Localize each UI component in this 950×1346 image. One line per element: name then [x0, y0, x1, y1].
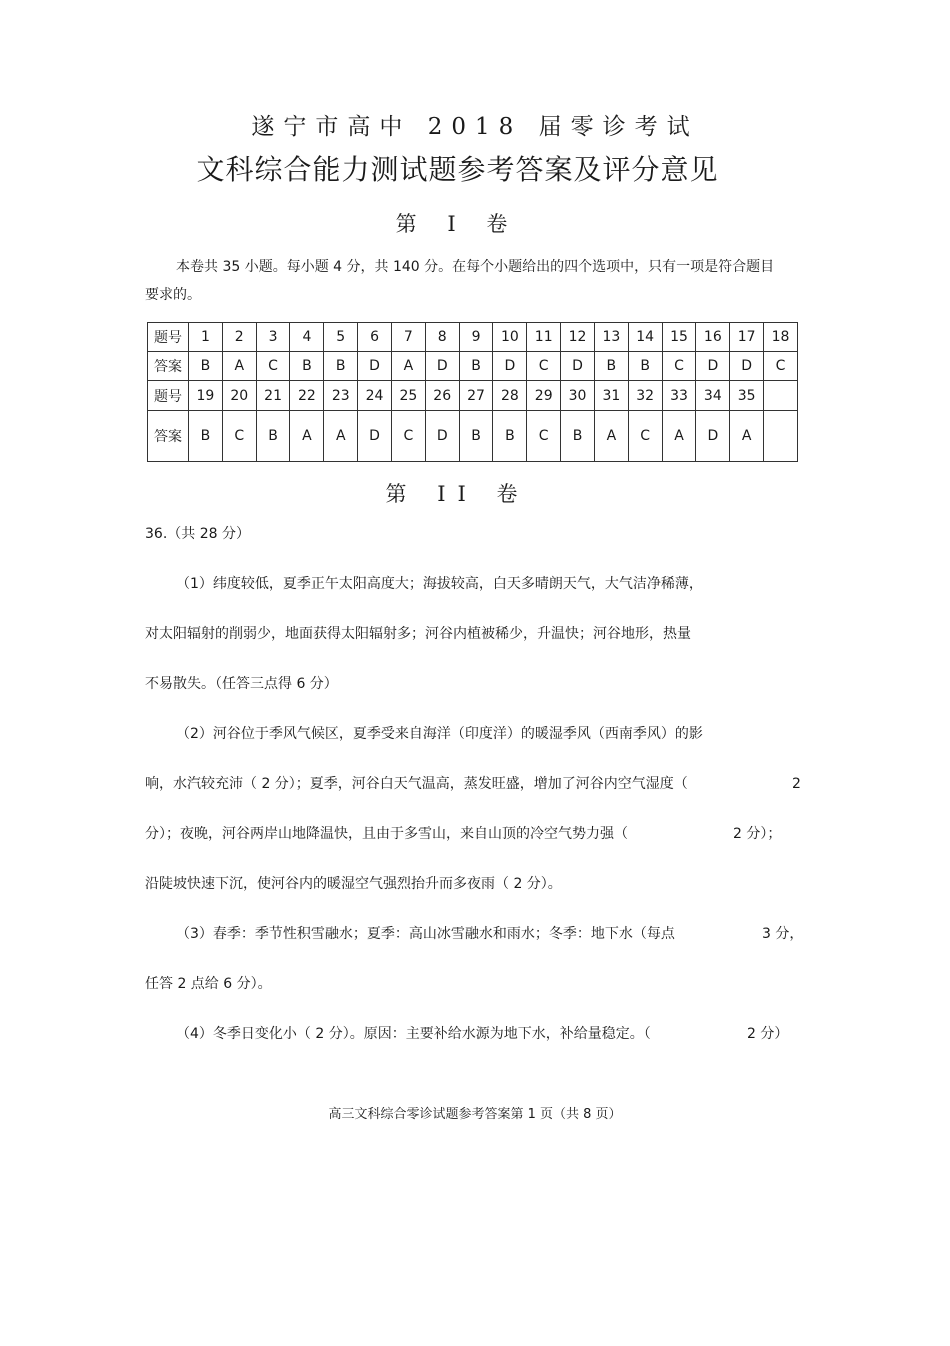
question-number-cell: 5 [324, 323, 358, 352]
answer-cell: B [189, 352, 223, 381]
answer-cell: C [222, 410, 256, 461]
question-number-cell: 3 [256, 323, 290, 352]
q36-3-line2: 任答 2 点给 6 分）。 [145, 976, 272, 992]
part1-intro-line1: 本卷共 35 小题。每小题 4 分，共 140 分。在每个小题给出的四个选项中，只有一项是符合题目 [176, 259, 775, 275]
page-footer: 高三文科综合零诊试题参考答案第 1 页（共 8 页） [328, 1107, 622, 1122]
q36-1-line1: （1）纬度较低，夏季正午太阳高度大；海拔较高，白天多晴朗天气，大气洁净稀薄， [176, 576, 703, 592]
q36-3-line1: （3）春季：季节性积雪融水；夏季：高山冰雪融水和雨水；冬季：地下水（每点 [176, 926, 675, 942]
q36-4-line1: （4）冬季日变化小（ 2 分）。原因：主要补给水源为地下水，补给量稳定。（ [176, 1026, 651, 1042]
question-number-cell: 14 [628, 323, 662, 352]
answer-cell: D [358, 352, 392, 381]
answer-cell: A [290, 410, 324, 461]
answer-cell [764, 410, 798, 461]
q36-2-line2-tail: 2 [792, 776, 801, 792]
answer-cell: D [425, 410, 459, 461]
part2-heading: 第 II 卷 [385, 482, 530, 506]
answer-cell: D [696, 410, 730, 461]
question-number-cell: 16 [696, 323, 730, 352]
question-number-cell: 32 [628, 381, 662, 410]
q36-1-line3: 不易散失。（任答三点得 6 分） [145, 676, 338, 692]
answer-cell: A [391, 352, 425, 381]
document-title-line1: 遂宁市高中 2018 届零诊考试 [251, 114, 699, 140]
answer-cell: B [594, 352, 628, 381]
question-number-cell: 6 [358, 323, 392, 352]
question-number-cell: 10 [493, 323, 527, 352]
answer-cell: C [628, 410, 662, 461]
answer-cell: B [189, 410, 223, 461]
table-answer-label: 答案 [148, 352, 189, 381]
answer-cell: A [324, 410, 358, 461]
question-number-cell: 9 [459, 323, 493, 352]
answer-cell: B [324, 352, 358, 381]
question-number-cell: 27 [459, 381, 493, 410]
question-number-cell: 26 [425, 381, 459, 410]
q36-2-line2: 响，水汽较充沛（ 2 分）；夏季，河谷白天气温高，蒸发旺盛，增加了河谷内空气湿度（ [145, 776, 688, 792]
table-header-label: 题号 [148, 323, 189, 352]
question-number-cell: 28 [493, 381, 527, 410]
part1-heading: 第 I 卷 [395, 212, 520, 236]
question-number-cell: 7 [391, 323, 425, 352]
question-number-cell: 31 [594, 381, 628, 410]
document-title-line2: 文科综合能力测试题参考答案及评分意见 [196, 153, 719, 186]
answer-cell: D [561, 352, 595, 381]
answer-cell: C [527, 352, 561, 381]
question-number-cell: 23 [324, 381, 358, 410]
q36-2-line3-tail: 2 分）； [733, 826, 782, 842]
question-number-cell: 11 [527, 323, 561, 352]
question-number-cell: 19 [189, 381, 223, 410]
question-number-cell: 35 [730, 381, 764, 410]
answer-table [147, 322, 798, 462]
answer-cell: B [561, 410, 595, 461]
answer-cell: B [459, 352, 493, 381]
answer-cell: A [730, 410, 764, 461]
q36-2-line3: 分）；夜晚，河谷两岸山地降温快，且由于多雪山，来自山顶的冷空气势力强（ [145, 826, 628, 842]
answer-cell: C [391, 410, 425, 461]
question-number-cell: 8 [425, 323, 459, 352]
question-number-cell: 18 [764, 323, 798, 352]
question-number-cell: 24 [358, 381, 392, 410]
question-number-cell: 33 [662, 381, 696, 410]
answer-cell: A [662, 410, 696, 461]
q36-1-line2: 对太阳辐射的削弱少，地面获得太阳辐射多；河谷内植被稀少，升温快；河谷地形，热量 [145, 626, 691, 642]
answer-cell: C [256, 352, 290, 381]
question-number-cell: 1 [189, 323, 223, 352]
question-number-cell: 2 [222, 323, 256, 352]
q36-3-line1-tail: 3 分， [762, 926, 804, 942]
question-number-cell: 13 [594, 323, 628, 352]
answer-cell: B [459, 410, 493, 461]
part1-intro-line2: 要求的。 [145, 287, 201, 303]
table-row-numbers-2 [148, 381, 798, 410]
question-number-cell: 34 [696, 381, 730, 410]
answer-cell: D [425, 352, 459, 381]
question-number-cell: 29 [527, 381, 561, 410]
answer-cell: A [594, 410, 628, 461]
question-number-cell [764, 381, 798, 410]
question-number-cell: 22 [290, 381, 324, 410]
table-row-answers-1 [148, 352, 798, 381]
question-number-cell: 30 [561, 381, 595, 410]
answer-cell: D [358, 410, 392, 461]
table-answer-label: 答案 [148, 410, 189, 461]
table-header-label: 题号 [148, 381, 189, 410]
question-number-cell: 4 [290, 323, 324, 352]
question-number-cell: 25 [391, 381, 425, 410]
table-row-numbers-1 [148, 323, 798, 352]
question-number-cell: 15 [662, 323, 696, 352]
question-number-cell: 12 [561, 323, 595, 352]
answer-cell: C [527, 410, 561, 461]
answer-cell: D [493, 352, 527, 381]
answer-cell: C [764, 352, 798, 381]
answer-cell: D [696, 352, 730, 381]
answer-cell: C [662, 352, 696, 381]
answer-cell: B [290, 352, 324, 381]
answer-cell: B [493, 410, 527, 461]
table-row-answers-2 [148, 410, 798, 461]
q36-title: 36.（共 28 分） [145, 526, 250, 542]
question-number-cell: 21 [256, 381, 290, 410]
answer-cell: D [730, 352, 764, 381]
q36-2-line4: 沿陡坡快速下沉，使河谷内的暖湿空气强烈抬升而多夜雨（ 2 分）。 [145, 876, 562, 892]
answer-cell: A [222, 352, 256, 381]
q36-2-line1: （2）河谷位于季风气候区，夏季受来自海洋（印度洋）的暖湿季风（西南季风）的影 [176, 726, 703, 742]
question-number-cell: 20 [222, 381, 256, 410]
q36-4-line1-tail: 2 分） [747, 1026, 789, 1042]
question-number-cell: 17 [730, 323, 764, 352]
answer-cell: B [256, 410, 290, 461]
answer-cell: B [628, 352, 662, 381]
